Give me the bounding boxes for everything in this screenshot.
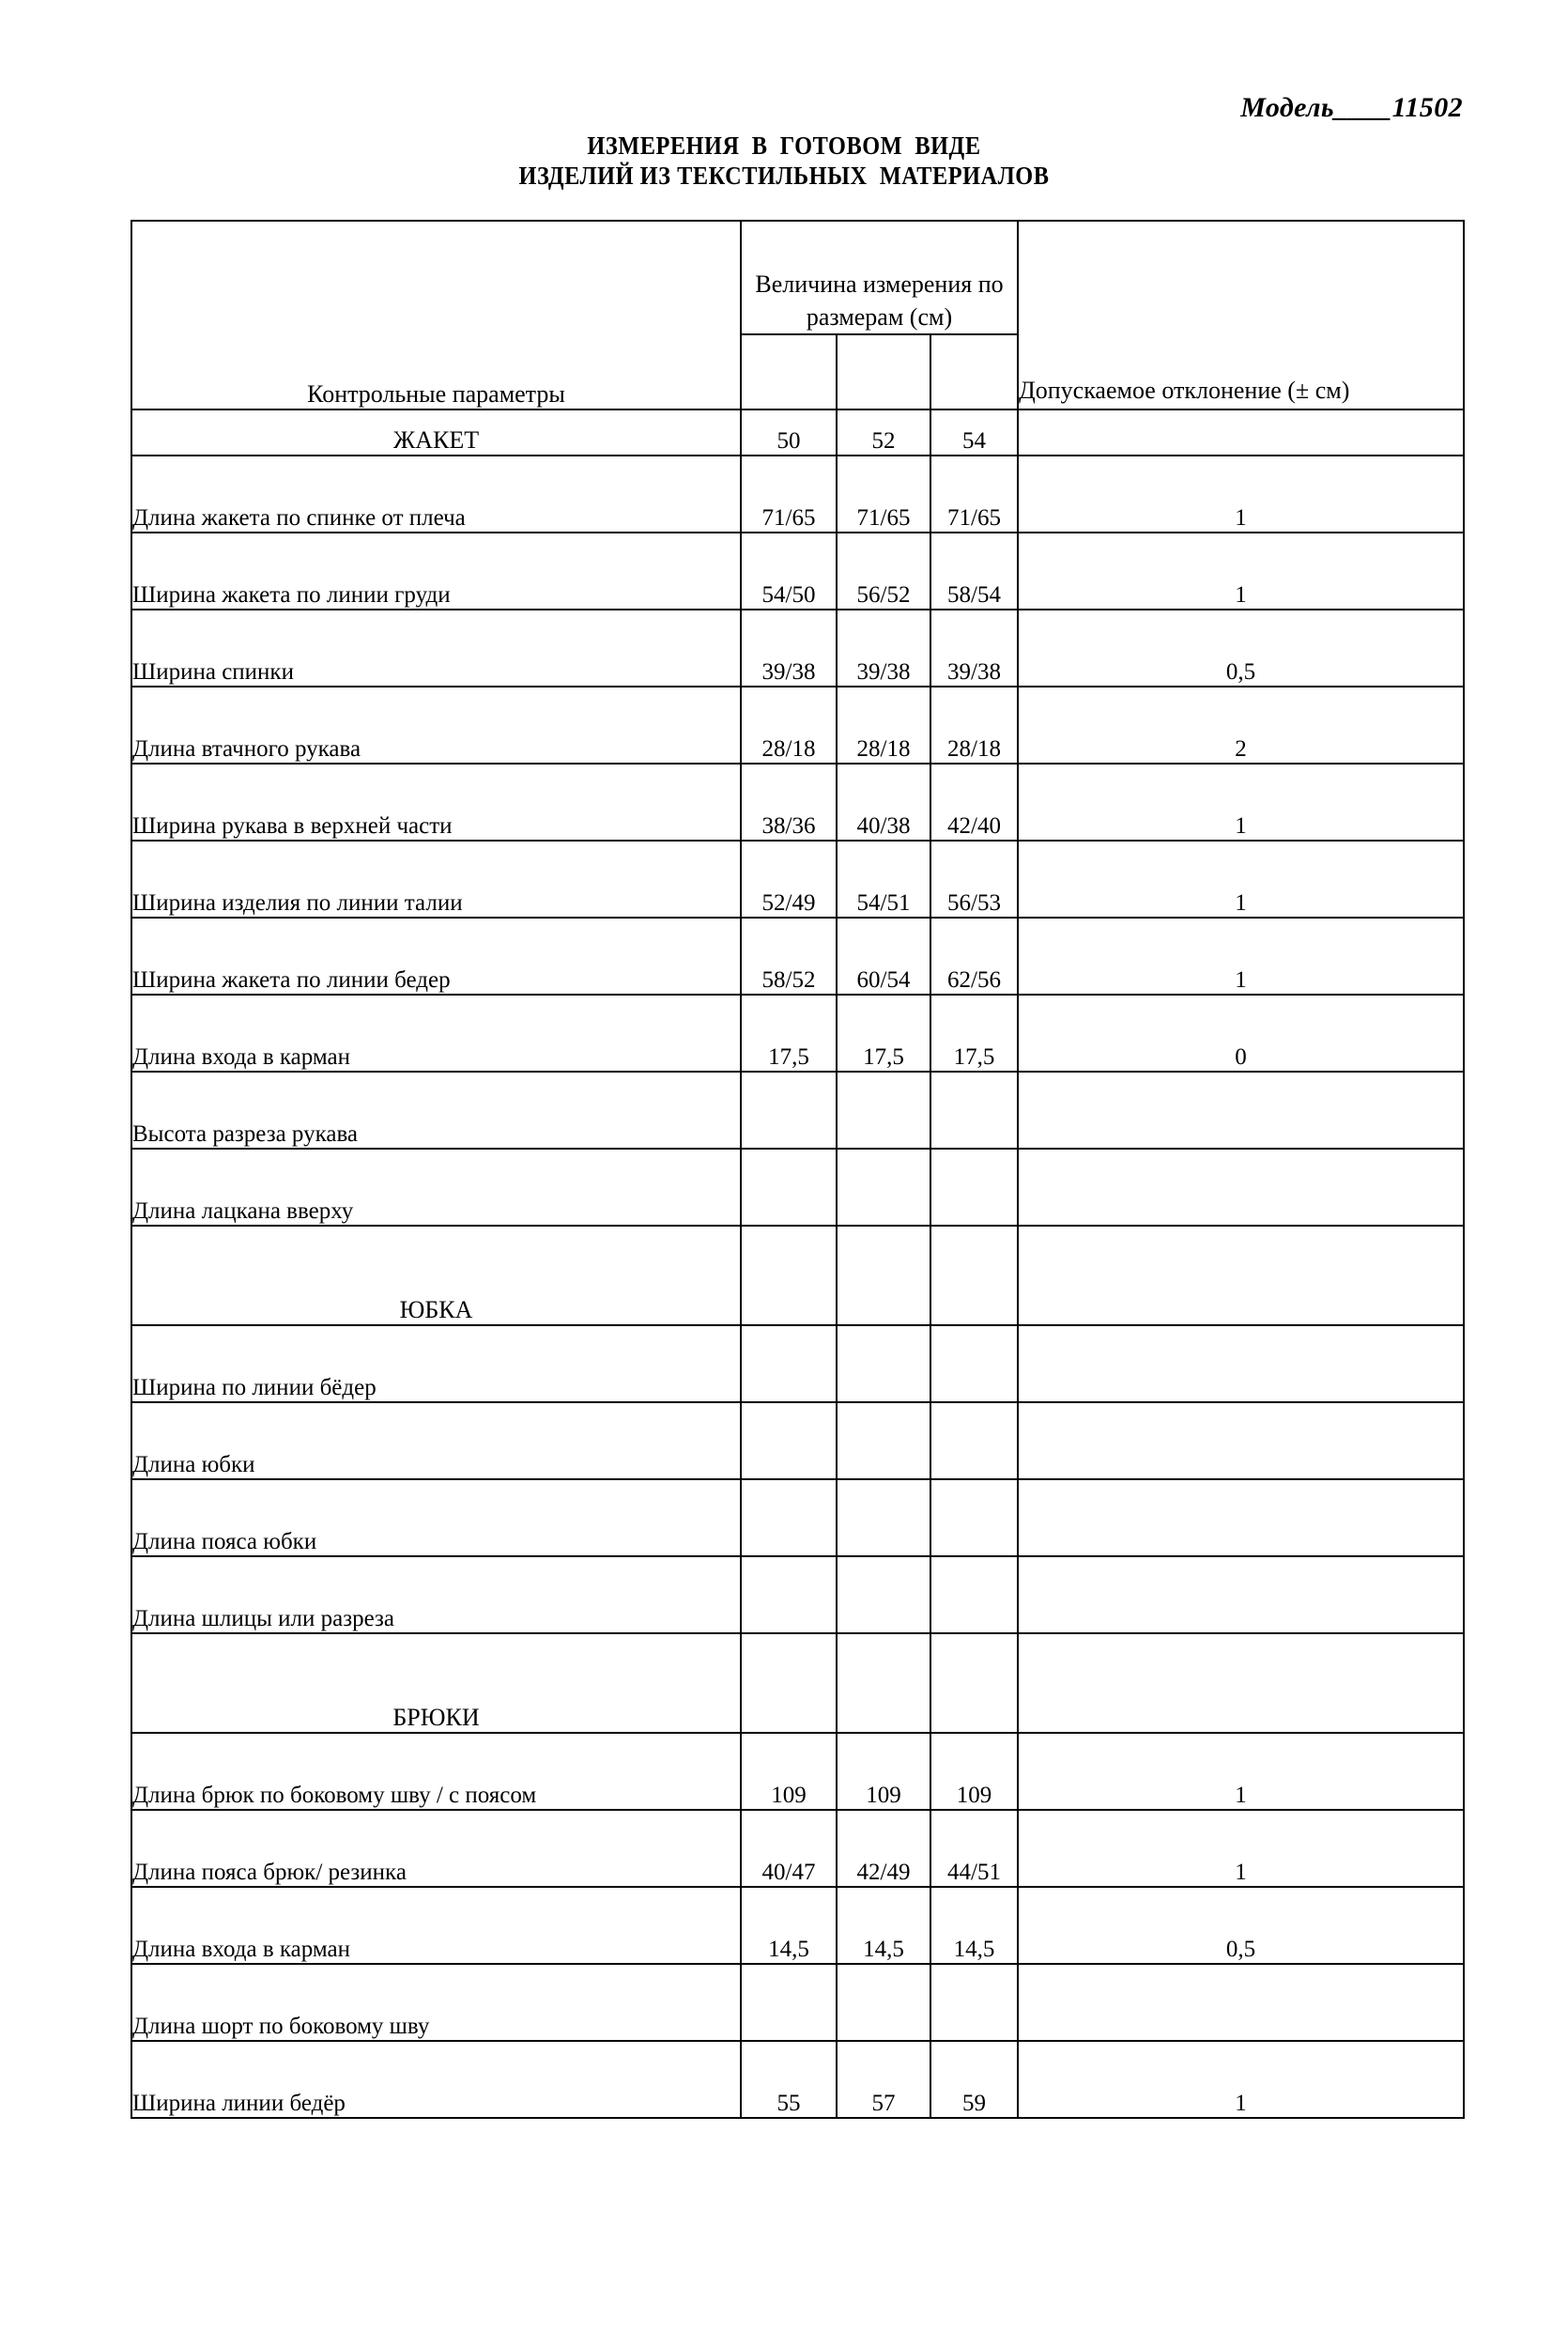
deviation-value: 1 bbox=[1018, 1733, 1464, 1810]
table-row bbox=[131, 1325, 1464, 1402]
table-row bbox=[131, 1810, 1464, 1887]
deviation-value: 1 bbox=[1018, 2041, 1464, 2118]
measurement-value-size-3 bbox=[930, 1325, 1018, 1402]
deviation-value: 1 bbox=[1018, 1810, 1464, 1887]
measurement-value-size-2: 39/38 bbox=[837, 610, 930, 687]
measurement-value-size-2 bbox=[837, 1556, 930, 1633]
measurement-value-size-3: 71/65 bbox=[930, 456, 1018, 533]
measurement-value-size-3: 28/18 bbox=[930, 687, 1018, 764]
page-title-line-1: ИЗМЕРЕНИЯ В ГОТОВОМ ВИДЕ bbox=[587, 131, 981, 160]
page-title-line-2: ИЗДЕЛИЙ ИЗ ТЕКСТИЛЬНЫХ МАТЕРИАЛОВ bbox=[518, 161, 1050, 190]
section-title-юбка: ЮБКА bbox=[131, 1226, 741, 1325]
measurement-value-size-3: 17,5 bbox=[930, 995, 1018, 1072]
parameter-label: Длина жакета по спинке от плеча bbox=[131, 456, 741, 533]
measurement-value-size-3: 44/51 bbox=[930, 1810, 1018, 1887]
column-header-sizes: Величина измерения по размерам (см) bbox=[741, 221, 1018, 334]
parameter-label: Длина брюк по боковому шву / с поясом bbox=[131, 1733, 741, 1810]
table-row bbox=[131, 1733, 1464, 1810]
measurement-value-size-2: 28/18 bbox=[837, 687, 930, 764]
size-label-1 bbox=[741, 1633, 837, 1733]
parameter-label: Ширина линии бедёр bbox=[131, 2041, 741, 2118]
table-row bbox=[131, 918, 1464, 995]
measurement-value-size-1 bbox=[741, 1556, 837, 1633]
size-label-3 bbox=[930, 1226, 1018, 1325]
measurement-value-size-3: 56/53 bbox=[930, 841, 1018, 918]
measurement-value-size-1 bbox=[741, 1149, 837, 1226]
parameter-label: Длина юбки bbox=[131, 1402, 741, 1479]
measurement-value-size-2 bbox=[837, 1402, 930, 1479]
table-row bbox=[131, 456, 1464, 533]
table-row bbox=[131, 1149, 1464, 1226]
deviation-value bbox=[1018, 1479, 1464, 1556]
deviation-value: 0 bbox=[1018, 995, 1464, 1072]
size-label-2: 52 bbox=[837, 409, 930, 456]
measurement-value-size-2: 71/65 bbox=[837, 456, 930, 533]
parameter-label: Длина втачного рукава bbox=[131, 687, 741, 764]
measurements-table bbox=[131, 220, 1465, 2119]
parameter-label: Ширина изделия по линии талии bbox=[131, 841, 741, 918]
measurement-value-size-1: 54/50 bbox=[741, 533, 837, 610]
measurement-value-size-2: 42/49 bbox=[837, 1810, 930, 1887]
section-title-жакет: ЖАКЕТ bbox=[131, 409, 741, 456]
measurement-value-size-3 bbox=[930, 1149, 1018, 1226]
deviation-value bbox=[1018, 1402, 1464, 1479]
measurement-value-size-3 bbox=[930, 1402, 1018, 1479]
column-header-parameters: Контрольные параметры bbox=[131, 221, 741, 409]
size-label-2 bbox=[837, 1226, 930, 1325]
measurement-value-size-3: 58/54 bbox=[930, 533, 1018, 610]
measurement-value-size-1: 55 bbox=[741, 2041, 837, 2118]
measurement-value-size-1 bbox=[741, 1402, 837, 1479]
section-title-брюки: БРЮКИ bbox=[131, 1633, 741, 1733]
measurement-value-size-3: 14,5 bbox=[930, 1887, 1018, 1964]
measurement-value-size-1: 28/18 bbox=[741, 687, 837, 764]
section-deviation-cell bbox=[1018, 409, 1464, 456]
table-row bbox=[131, 841, 1464, 918]
measurements-table-body bbox=[131, 221, 1464, 2118]
parameter-label: Высота разреза рукава bbox=[131, 1072, 741, 1149]
measurement-value-size-1: 71/65 bbox=[741, 456, 837, 533]
size-subheader-cell-1 bbox=[741, 334, 837, 409]
measurement-value-size-3 bbox=[930, 1964, 1018, 2041]
measurement-value-size-3: 59 bbox=[930, 2041, 1018, 2118]
measurement-value-size-1: 14,5 bbox=[741, 1887, 837, 1964]
section-header-row bbox=[131, 1226, 1464, 1325]
measurement-value-size-2: 60/54 bbox=[837, 918, 930, 995]
table-row bbox=[131, 995, 1464, 1072]
measurement-value-size-1: 39/38 bbox=[741, 610, 837, 687]
table-row bbox=[131, 1964, 1464, 2041]
measurement-value-size-2: 57 bbox=[837, 2041, 930, 2118]
section-deviation-cell bbox=[1018, 1226, 1464, 1325]
deviation-value: 1 bbox=[1018, 918, 1464, 995]
measurement-value-size-3: 109 bbox=[930, 1733, 1018, 1810]
measurement-value-size-2 bbox=[837, 1479, 930, 1556]
parameter-label: Ширина жакета по линии бедер bbox=[131, 918, 741, 995]
deviation-value: 1 bbox=[1018, 533, 1464, 610]
deviation-value bbox=[1018, 1556, 1464, 1633]
parameter-label: Ширина по линии бёдер bbox=[131, 1325, 741, 1402]
measurement-value-size-3: 42/40 bbox=[930, 764, 1018, 841]
measurement-value-size-2: 17,5 bbox=[837, 995, 930, 1072]
table-row bbox=[131, 1556, 1464, 1633]
parameter-label: Ширина спинки bbox=[131, 610, 741, 687]
measurement-value-size-1 bbox=[741, 1479, 837, 1556]
size-label-1: 50 bbox=[741, 409, 837, 456]
deviation-value: 2 bbox=[1018, 687, 1464, 764]
measurement-value-size-2: 40/38 bbox=[837, 764, 930, 841]
measurements-table-container bbox=[131, 220, 1463, 2119]
measurement-value-size-1 bbox=[741, 1072, 837, 1149]
measurement-value-size-3 bbox=[930, 1479, 1018, 1556]
measurement-value-size-1: 17,5 bbox=[741, 995, 837, 1072]
deviation-value: 0,5 bbox=[1018, 1887, 1464, 1964]
parameter-label: Длина входа в карман bbox=[131, 1887, 741, 1964]
size-subheader-cell-2 bbox=[837, 334, 930, 409]
deviation-value bbox=[1018, 1325, 1464, 1402]
table-row bbox=[131, 1479, 1464, 1556]
parameter-label: Длина шлицы или разреза bbox=[131, 1556, 741, 1633]
column-header-deviation: Допускаемое отклонение (± см) bbox=[1018, 221, 1464, 409]
deviation-value: 1 bbox=[1018, 841, 1464, 918]
section-header-row bbox=[131, 1633, 1464, 1733]
parameter-label: Длина входа в карман bbox=[131, 995, 741, 1072]
parameter-label: Длина лацкана вверху bbox=[131, 1149, 741, 1226]
table-row bbox=[131, 610, 1464, 687]
table-row bbox=[131, 2041, 1464, 2118]
size-label-3 bbox=[930, 1633, 1018, 1733]
parameter-label: Длина пояса брюк/ резинка bbox=[131, 1810, 741, 1887]
measurement-value-size-2: 109 bbox=[837, 1733, 930, 1810]
table-row bbox=[131, 1072, 1464, 1149]
deviation-value: 1 bbox=[1018, 456, 1464, 533]
size-label-2 bbox=[837, 1633, 930, 1733]
parameter-label: Длина пояса юбки bbox=[131, 1479, 741, 1556]
table-row bbox=[131, 687, 1464, 764]
measurement-value-size-3: 39/38 bbox=[930, 610, 1018, 687]
deviation-value: 1 bbox=[1018, 764, 1464, 841]
section-deviation-cell bbox=[1018, 1633, 1464, 1733]
measurement-value-size-1: 38/36 bbox=[741, 764, 837, 841]
deviation-value: 0,5 bbox=[1018, 610, 1464, 687]
table-row bbox=[131, 764, 1464, 841]
measurement-value-size-2: 14,5 bbox=[837, 1887, 930, 1964]
measurement-value-size-2: 54/51 bbox=[837, 841, 930, 918]
measurement-value-size-1: 52/49 bbox=[741, 841, 837, 918]
model-number-line: Модель____11502 bbox=[1240, 92, 1463, 123]
measurement-value-size-1: 58/52 bbox=[741, 918, 837, 995]
table-row bbox=[131, 1887, 1464, 1964]
table-header-row bbox=[131, 221, 1464, 334]
measurement-value-size-2: 56/52 bbox=[837, 533, 930, 610]
parameter-label: Ширина жакета по линии груди bbox=[131, 533, 741, 610]
measurement-value-size-3: 62/56 bbox=[930, 918, 1018, 995]
table-row bbox=[131, 1402, 1464, 1479]
measurement-value-size-1: 40/47 bbox=[741, 1810, 837, 1887]
deviation-value bbox=[1018, 1149, 1464, 1226]
measurement-value-size-1: 109 bbox=[741, 1733, 837, 1810]
table-row bbox=[131, 533, 1464, 610]
parameter-label: Длина шорт по боковому шву bbox=[131, 1964, 741, 2041]
measurement-value-size-2 bbox=[837, 1149, 930, 1226]
section-header-row bbox=[131, 409, 1464, 456]
size-label-1 bbox=[741, 1226, 837, 1325]
measurement-value-size-1 bbox=[741, 1964, 837, 2041]
size-subheader-cell-3 bbox=[930, 334, 1018, 409]
measurement-value-size-3 bbox=[930, 1072, 1018, 1149]
page-title bbox=[0, 131, 1568, 192]
size-label-3: 54 bbox=[930, 409, 1018, 456]
measurement-value-size-2 bbox=[837, 1072, 930, 1149]
measurement-value-size-2 bbox=[837, 1964, 930, 2041]
measurement-value-size-1 bbox=[741, 1325, 837, 1402]
measurement-value-size-2 bbox=[837, 1325, 930, 1402]
parameter-label: Ширина рукава в верхней части bbox=[131, 764, 741, 841]
deviation-value bbox=[1018, 1964, 1464, 2041]
measurement-value-size-3 bbox=[930, 1556, 1018, 1633]
deviation-value bbox=[1018, 1072, 1464, 1149]
